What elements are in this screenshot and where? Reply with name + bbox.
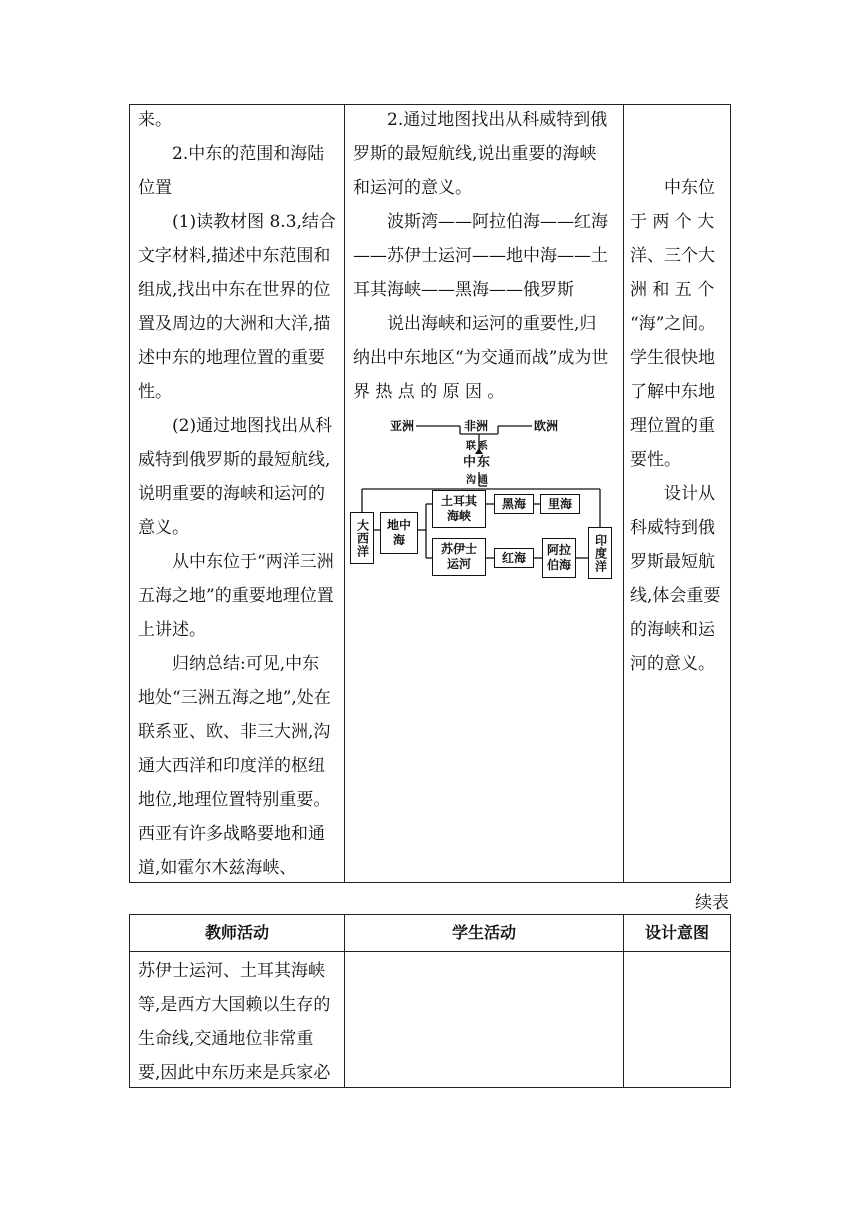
- text-line: 耳其海峡——黑海——俄罗斯: [353, 280, 574, 300]
- turkish-strait-label: 土耳其海峡: [440, 494, 477, 523]
- text-line: 2.通过地图找出从科威特到俄: [387, 110, 608, 130]
- text-line: 道,如霍尔木兹海峡、: [138, 858, 297, 878]
- text-line: 联系亚、欧、非三大洲,沟: [138, 722, 331, 742]
- mediterranean-label: 地中海: [386, 518, 411, 547]
- column-divider: [623, 104, 624, 883]
- black-sea-label: 黑海: [501, 496, 526, 511]
- text-line: 洲 和 五 个: [630, 280, 715, 300]
- text-line: 要性。: [630, 450, 681, 470]
- arabian-sea-box: [542, 538, 576, 578]
- text-line: 河的意义。: [630, 654, 715, 674]
- column-divider: [344, 104, 345, 883]
- header-design-intent: 设计意图: [644, 923, 709, 942]
- text-line: 置及周边的大洲和大洋,描: [138, 314, 331, 334]
- middle-east-label: 中东: [463, 455, 492, 470]
- header-student-activity: 学生活动: [451, 923, 516, 942]
- text-line: 意义。: [138, 518, 189, 538]
- text-line: 线,体会重要: [630, 586, 721, 606]
- text-line: 从中东位于“两洋三洲: [172, 552, 334, 572]
- header-teacher-activity: 教师活动: [204, 923, 269, 942]
- section-heading: 2.中东的范围和海陆: [172, 144, 325, 164]
- asia-label: 亚洲: [390, 419, 415, 433]
- atlantic-ocean-label: 大西洋: [355, 518, 370, 558]
- text-line: 通大西洋和印度洋的枢纽: [138, 756, 325, 776]
- text-line: 科威特到俄: [630, 518, 715, 538]
- text-line: 要,因此中东历来是兵家必: [138, 1063, 331, 1083]
- red-sea-label: 红海: [501, 550, 526, 565]
- europe-label: 欧洲: [534, 419, 559, 433]
- text-line: 理位置的重: [630, 416, 715, 436]
- suez-canal-box: [432, 538, 486, 576]
- text-line: 文字材料,描述中东范围和: [138, 246, 331, 266]
- text-line: ——苏伊士运河——地中海——土: [353, 246, 608, 266]
- indian-ocean-box: [588, 527, 612, 579]
- text-line: 威特到俄罗斯的最短航线,: [138, 450, 331, 470]
- text-line: 性。: [138, 382, 172, 402]
- text-line: 于 两 个 大: [630, 212, 715, 232]
- text-line: 组成,找出中东在世界的位: [138, 280, 331, 300]
- text-line: (1)读教材图 8.3,结合: [172, 212, 336, 232]
- text-line: 的海峡和运: [630, 620, 715, 640]
- text-line: 说明重要的海峡和运河的: [138, 484, 325, 504]
- text-line: 上讲述。: [138, 620, 206, 640]
- design-intent-cell: [630, 171, 726, 681]
- teacher-activity-cell: [138, 103, 340, 885]
- continued-label: 续表: [695, 893, 729, 913]
- arabian-sea-label: 阿拉伯海: [546, 543, 571, 572]
- caspian-sea-box: [540, 494, 580, 514]
- africa-label: 非洲: [464, 419, 489, 433]
- turkish-strait-box: [432, 490, 486, 528]
- text-line: 洋、三个大: [630, 246, 715, 266]
- text-line: 中东位: [664, 178, 715, 198]
- text-line: 纳出中东地区“为交通而战”成为世: [353, 348, 609, 368]
- text-line: “海”之间。: [630, 314, 716, 334]
- text-line: (2)通过地图找出从科: [172, 416, 333, 436]
- text-line: 了解中东地: [630, 382, 715, 402]
- link-label: 联系: [466, 441, 490, 452]
- text-line: 等,是西方大国赖以生存的: [138, 995, 331, 1015]
- text-line: 地位,地理位置特别重要。: [138, 790, 331, 810]
- mediterranean-box: [380, 512, 418, 554]
- text-line: 罗斯最短航: [630, 552, 715, 572]
- text-line: 苏伊士运河、土耳其海峡: [138, 961, 325, 981]
- text-line: 来。: [138, 110, 172, 130]
- suez-canal-label: 苏伊士运河: [440, 542, 477, 571]
- black-sea-box: [494, 494, 534, 514]
- connect-label: 沟通: [466, 475, 490, 486]
- red-sea-box: [494, 548, 534, 568]
- teacher-activity-cell-2: [138, 954, 342, 1090]
- header-divider: [129, 951, 731, 952]
- text-line: 述中东的地理位置的重要: [138, 348, 325, 368]
- text-line: 五海之地”的重要地理位置: [138, 586, 334, 606]
- indian-ocean-label: 印度洋: [593, 533, 608, 573]
- text-line: 界 热 点 的 原 因 。: [353, 382, 505, 402]
- atlantic-ocean-box: [350, 512, 374, 564]
- student-activity-cell: [353, 103, 618, 409]
- text-line: 地处“三洲五海之地”,处在: [138, 688, 331, 708]
- text-line: 和运河的意义。: [353, 178, 472, 198]
- text-line: 波斯湾——阿拉伯海——红海: [387, 212, 608, 232]
- text-line: 学生很快地: [630, 348, 715, 368]
- text-line: 说出海峡和运河的重要性,归: [387, 314, 597, 334]
- text-line: 位置: [138, 178, 172, 198]
- caspian-sea-label: 里海: [547, 496, 572, 511]
- text-line: 生命线,交通地位非常重: [138, 1029, 314, 1049]
- text-line: 设计从: [664, 484, 715, 504]
- text-line: 归纳总结:可见,中东: [172, 654, 320, 674]
- text-line: 罗斯的最短航线,说出重要的海峡: [353, 144, 597, 164]
- text-line: 西亚有许多战略要地和通: [138, 824, 325, 844]
- middle-east-location-diagram: [350, 412, 618, 582]
